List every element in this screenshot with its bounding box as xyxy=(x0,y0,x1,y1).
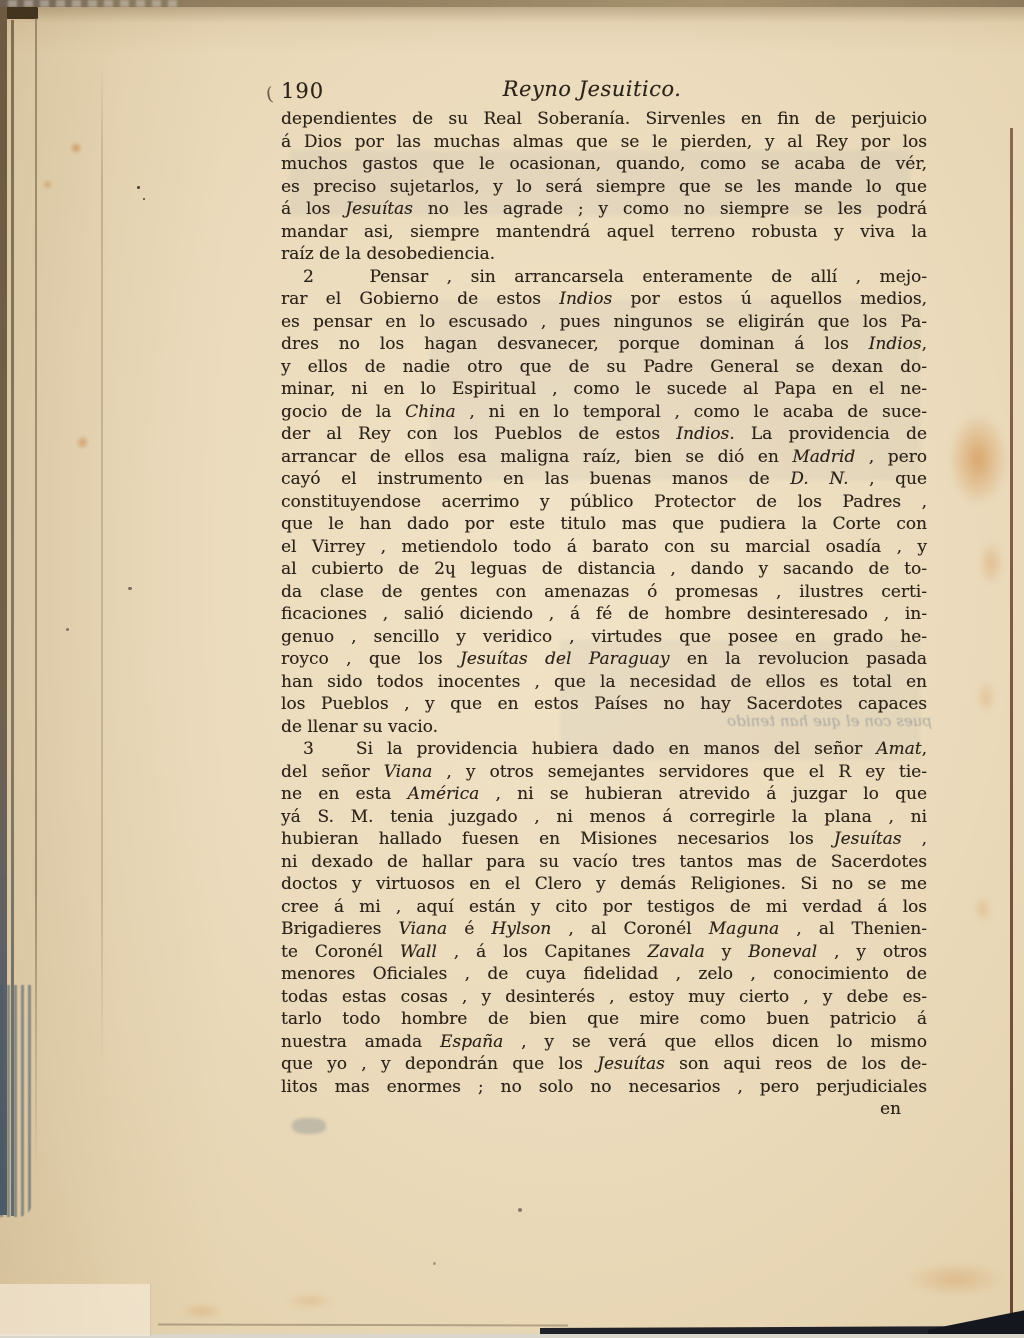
text-line xyxy=(281,806,927,829)
roman-text: 3 Si la providencia hubiera dado en manos del señor xyxy=(303,739,877,759)
text-line xyxy=(281,581,927,604)
text-line xyxy=(281,1008,927,1031)
italic-text: Jesuítas del Paraguay xyxy=(459,649,670,669)
foxing-stain xyxy=(974,895,992,923)
roman-text: , ni en lo temporal , como le acaba de suce- xyxy=(455,401,927,422)
roman-text: menores Oficiales , de cuya fidelidad , zelo , conocimiento de xyxy=(281,964,927,984)
text-line xyxy=(281,941,927,964)
text-line xyxy=(281,693,927,716)
roman-text: nuestra amada xyxy=(281,1031,440,1052)
italic-text: China xyxy=(405,401,456,422)
roman-text: Brigadieres xyxy=(281,919,399,939)
roman-text: ficaciones , salió diciendo , á fé de hombre desinteresado , in- xyxy=(281,604,927,624)
text-line xyxy=(281,828,927,851)
page-number: 190 xyxy=(281,79,325,103)
text-line xyxy=(281,153,927,176)
text-line xyxy=(281,266,927,289)
roman-text: del señor xyxy=(281,761,384,782)
text-line xyxy=(281,738,927,761)
roman-text: los Pueblos , y que en estos Países no hay Sacerdotes capaces xyxy=(281,694,927,714)
italic-text: Maguna xyxy=(708,919,780,939)
roman-text: , que xyxy=(848,469,927,489)
italic-text: Jesuítas xyxy=(597,1054,665,1074)
italic-text: Indios xyxy=(868,334,922,354)
top-shadow xyxy=(0,7,1024,23)
roman-text: no les agrade ; y como no siempre se les podrá xyxy=(412,199,927,219)
roman-text: . La providencia de xyxy=(729,424,927,444)
foxing-stain xyxy=(978,540,1004,586)
ink-speck xyxy=(66,628,69,631)
roman-text: el Virrey , metiendolo todo á barato con su marcial osadía , y xyxy=(281,536,927,557)
foxing-stain xyxy=(948,412,1008,507)
roman-text: , xyxy=(901,829,927,849)
roman-text: cree á mi , aquí están y cito por testigos de mi verdad á los xyxy=(281,896,927,917)
roman-text: doctos y virtuosos en el Clero y demás Religiones. Si no se me xyxy=(281,874,927,894)
text-line xyxy=(281,446,927,469)
text-block xyxy=(281,108,927,1121)
foxing-stain xyxy=(976,680,996,714)
text-line xyxy=(281,873,927,896)
roman-text: , y otros semejantes servidores que el R ey tie- xyxy=(432,761,927,782)
roman-text: y xyxy=(704,941,749,962)
scanner-background-strip xyxy=(0,1334,1024,1338)
top-left-binding-corner xyxy=(2,7,38,19)
book-top-edge xyxy=(0,0,1024,7)
text-line xyxy=(281,108,927,131)
roman-text: , xyxy=(921,739,927,759)
roman-text: todas estas cosas , y desinterés , estoy muy cierto , y debe es- xyxy=(281,986,927,1007)
roman-text: ne en esta xyxy=(281,784,408,804)
text-line xyxy=(281,963,927,986)
roman-text: der al Rey con los Pueblos de estos xyxy=(281,424,677,444)
text-line xyxy=(281,131,927,154)
ink-speck xyxy=(518,1208,522,1212)
bottom-left-page-curl xyxy=(0,1284,151,1336)
text-line xyxy=(281,1076,927,1099)
text-line xyxy=(281,536,927,559)
roman-text: en la revolucion pasada xyxy=(669,649,927,669)
text-line xyxy=(281,243,927,266)
roman-text: de llenar su vacio. xyxy=(281,716,439,737)
ink-speck xyxy=(143,198,145,200)
foxing-stain xyxy=(905,1262,1005,1296)
text-line xyxy=(281,783,927,806)
roman-text: yá S. M. tenia juzgado , ni menos á corregirle la plana , ni xyxy=(281,806,927,827)
roman-text: hubieran hallado fuesen en Misiones necesarios los xyxy=(281,829,834,849)
text-line xyxy=(281,401,927,424)
roman-text: mandar asi, siempre mantendrá aquel terreno robusta y viva la xyxy=(281,221,927,242)
text-line xyxy=(281,491,927,514)
page-fold-crease xyxy=(101,60,103,1070)
italic-text: Wall xyxy=(399,941,437,962)
foxing-spot xyxy=(43,180,52,189)
foxing-stain xyxy=(286,1294,334,1308)
foxing-spot xyxy=(76,436,89,449)
foxing-spot xyxy=(70,142,82,154)
text-line xyxy=(281,378,927,401)
roman-text: y ellos de nadie otro que de su Padre General se dexan do- xyxy=(281,356,927,377)
roman-text: gocio de la xyxy=(281,401,406,422)
roman-text: , y otros xyxy=(817,941,927,962)
text-line xyxy=(281,513,927,536)
text-line xyxy=(281,1053,927,1076)
text-line xyxy=(281,851,927,874)
text-line xyxy=(281,288,927,311)
italic-text: Viana xyxy=(383,761,433,782)
ink-speck xyxy=(137,186,140,189)
roman-text: dependientes de su Real Soberanía. Sirvenles en fin de perjuicio xyxy=(281,109,927,129)
text-line xyxy=(281,761,927,784)
roman-text: , xyxy=(921,334,927,354)
roman-text: 2 Pensar , sin arrancarsela enteramente de allí , mejo- xyxy=(303,266,927,287)
italic-text: D. N. xyxy=(790,469,849,489)
roman-text: han sido todos inocentes , que la necesidad de ellos es total en xyxy=(281,671,927,692)
roman-text: , al Coronél xyxy=(551,919,709,939)
ink-speck xyxy=(433,1262,436,1265)
text-line xyxy=(281,603,927,626)
text-line xyxy=(281,176,927,199)
text-line xyxy=(281,986,927,1009)
roman-text: é xyxy=(447,919,492,939)
ink-speck xyxy=(128,587,132,590)
italic-text: Amat xyxy=(876,739,922,759)
bottom-page-edge-line xyxy=(158,1323,568,1326)
foxing-stain xyxy=(180,1304,224,1318)
text-line xyxy=(281,648,927,671)
roman-text: rar el Gobierno de estos xyxy=(281,289,560,309)
running-title: Reyno Jesuitico. xyxy=(502,77,682,101)
roman-text: que le han dado por este titulo mas que pudiera la Corte con xyxy=(281,514,927,534)
roman-text: es pensar en lo escusado , pues ningunos se eligirán que los Pa- xyxy=(281,311,927,332)
roman-text: , pero xyxy=(855,446,928,467)
italic-text: Indios xyxy=(559,289,613,309)
roman-text: minar, ni en lo Espiritual , como le sucede al Papa en el ne- xyxy=(281,379,927,399)
roman-text: que yo , y depondrán que los xyxy=(281,1054,598,1074)
italic-text: Indios xyxy=(676,424,730,444)
roman-text: tarlo todo hombre de bien que mire como buen patricio á xyxy=(281,1009,927,1029)
roman-text: cayó el instrumento en las buenas manos de xyxy=(281,469,791,489)
catchword: en xyxy=(879,1099,901,1119)
roman-text: es preciso sujetarlos, y lo será siempre que se les mande lo que xyxy=(281,176,927,197)
top-edge-text-remnant xyxy=(8,0,178,7)
show-through-ghost-text: pues con el que han tenido xyxy=(727,712,932,730)
roman-text: por estos ú aquellos medios, xyxy=(612,289,927,309)
text-line xyxy=(281,1031,927,1054)
roman-text: al cubierto de 2ɥ leguas de distancia , dando y sacando de to- xyxy=(281,559,927,579)
roman-text: te Coronél xyxy=(281,941,400,962)
roman-text: genuo , sencillo y veridico , virtudes que posee en grado he- xyxy=(281,626,927,647)
roman-text: á los xyxy=(281,199,346,219)
roman-text: ni dexado de hallar para su vacío tres tantos mas de Sacerdotes xyxy=(281,851,927,872)
italic-text: Boneval xyxy=(748,941,818,962)
italic-text: Madrid xyxy=(792,446,856,467)
text-line xyxy=(281,558,927,581)
roman-text: constituyendose acerrimo y público Protector de los Padres , xyxy=(281,491,927,512)
marbled-edge-streaks xyxy=(0,985,32,1217)
roman-text: muchos gastos que le ocasionan, quando, como se acaba de vér, xyxy=(281,154,927,174)
page-number-ink-mark: ( xyxy=(264,83,275,106)
text-line xyxy=(281,626,927,649)
text-line xyxy=(281,423,927,446)
text-line xyxy=(281,468,927,491)
gutter-crease xyxy=(35,18,37,1178)
text-line xyxy=(281,356,927,379)
roman-text: litos mas enormes ; no solo no necesarios , pero perjudiciales xyxy=(281,1076,927,1097)
roman-text: , al Thenien- xyxy=(779,919,927,939)
text-line xyxy=(281,221,927,244)
roman-text: , ni se hubieran atrevido á juzgar lo que xyxy=(479,784,928,804)
roman-text: á Dios por las muchas almas que se le pierden, y al Rey por los xyxy=(281,131,927,152)
text-line xyxy=(281,333,927,356)
roman-text: da clase de gentes con amenazas ó promesas , ilustres certi- xyxy=(281,581,927,602)
roman-text: arrancar de ellos esa maligna raíz, bien se dió en xyxy=(281,446,793,467)
right-page-edge-line xyxy=(1010,128,1013,1324)
italic-text: Jesuítas xyxy=(833,829,902,849)
roman-text: son aqui reos de los de- xyxy=(664,1054,927,1074)
text-line xyxy=(281,716,927,739)
italic-text: Jesuítas xyxy=(345,199,413,219)
text-line xyxy=(281,311,927,334)
roman-text: raíz de la desobediencia. xyxy=(281,244,496,264)
text-line xyxy=(281,918,927,941)
roman-text: dres no los hagan desvanecer, porque dominan á los xyxy=(281,334,869,354)
roman-text: , y se verá que ellos dicen lo mismo xyxy=(503,1031,927,1052)
italic-text: España xyxy=(439,1031,504,1052)
text-line xyxy=(281,671,927,694)
roman-text: , á los Capitanes xyxy=(436,941,648,962)
text-line xyxy=(281,198,927,221)
italic-text: América xyxy=(407,784,480,804)
roman-text: royco , que los xyxy=(281,649,460,669)
text-line xyxy=(281,896,927,919)
italic-text: Zavala xyxy=(647,941,705,962)
italic-text: Viana xyxy=(398,919,448,939)
italic-text: Hylson xyxy=(491,919,552,939)
